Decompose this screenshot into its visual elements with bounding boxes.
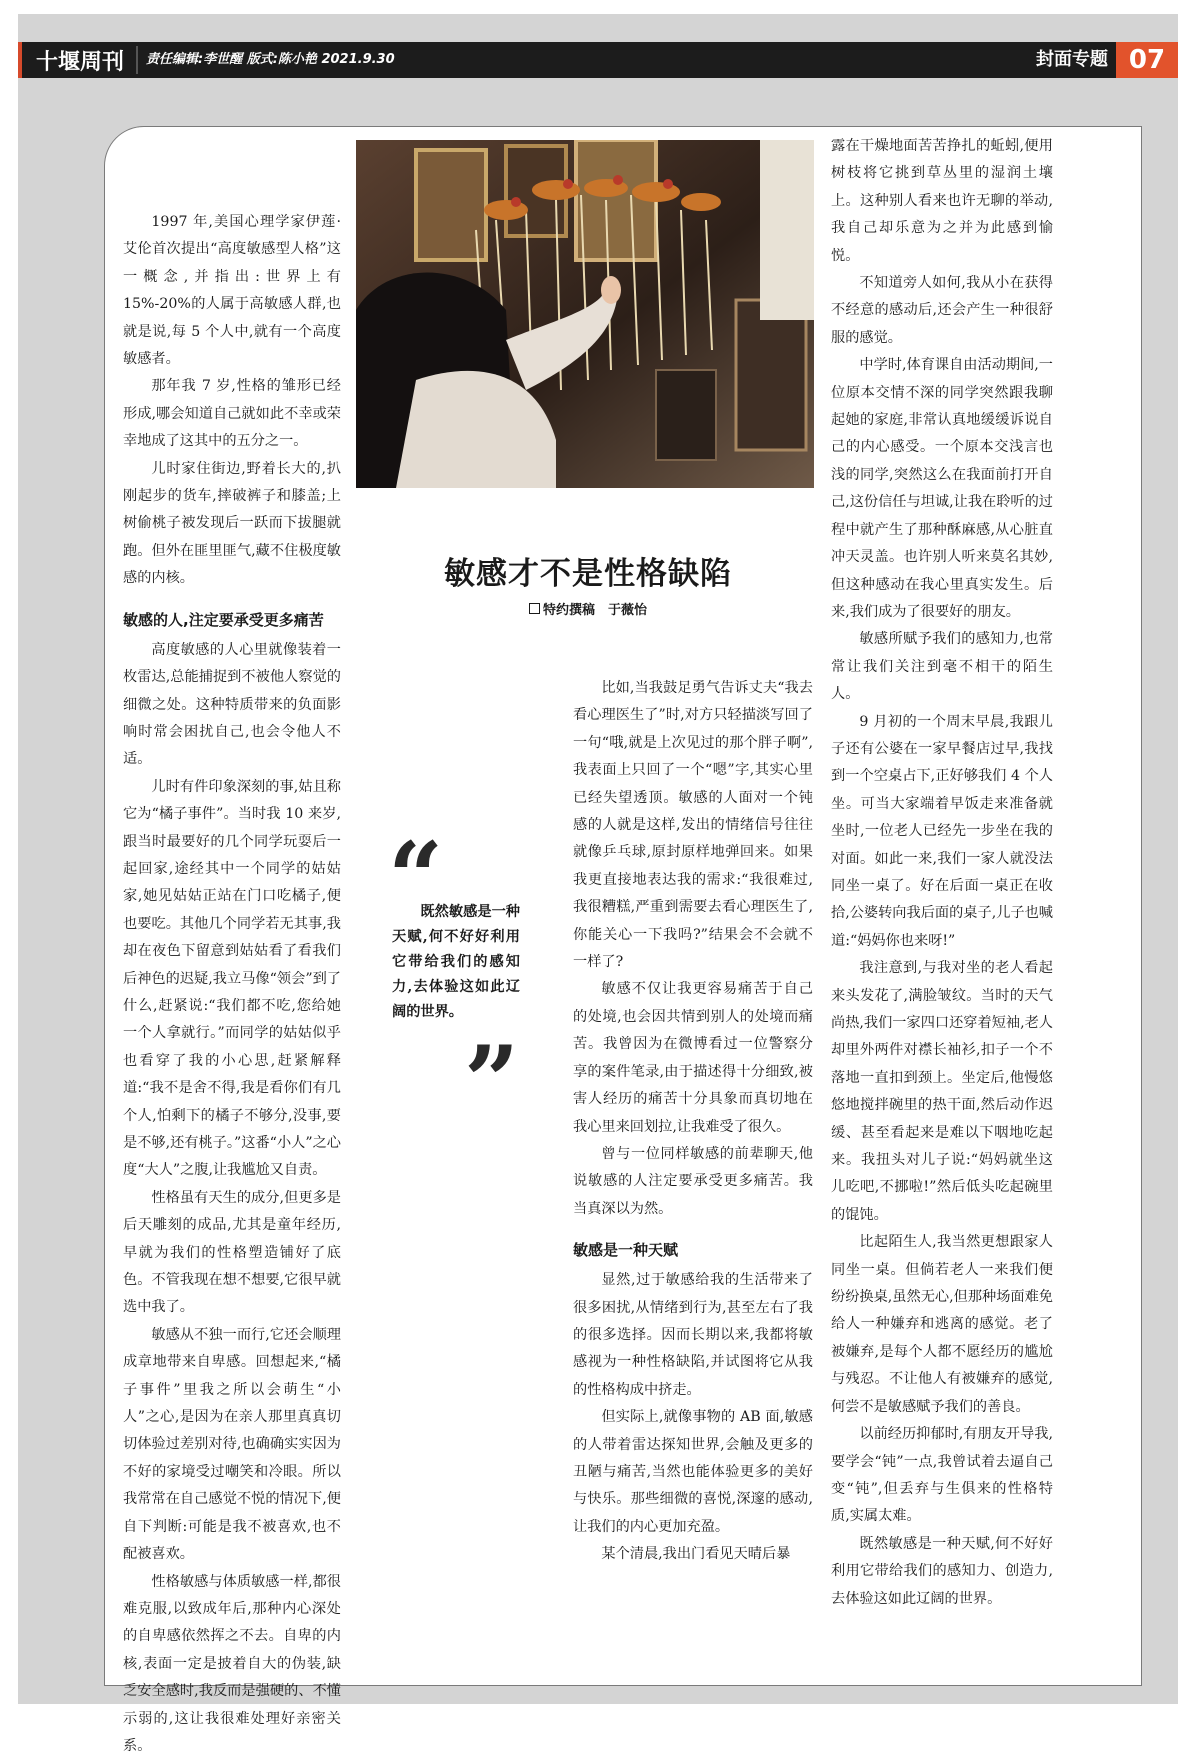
paragraph: 敏感从不独一而行,它还会顺理成章地带来自卑感。回想起来,“橘子事件”里我之所以会萌生“小人”之心,是因为在亲人那里真真切切体验过差别对待,也确确实实因为不好的家境受过嘲笑和冷眼。所以我常常在自己感觉不悦的情况下,便自下判断:可能是我不被喜欢,也不配被喜欢。 — [123, 1322, 341, 1569]
section-heading: 敏感的人,注定要承受更多痛苦 — [123, 607, 341, 633]
section-heading: 敏感是一种天赋 — [573, 1237, 813, 1263]
article-title: 敏感才不是性格缺陷 — [410, 548, 766, 593]
column-3 — [831, 133, 1053, 1613]
paragraph: 比如,当我鼓足勇气告诉丈夫“我去看心理医生了”时,对方只轻描淡写回了一句“哦,就是上次见过的那个胖子啊”,我表面上只回了一个“嗯”字,其实心里已经失望透顶。敏感的人面对一个钝感的人就是这样,发出的情绪信号往往就像乒乓球,原封原样地弹回来。如果我更直接地表达我的需求:“我很难过,我很糟糕,严重到需要去看心理医生了,你能关心一下我吗?”结果会不会就不一样了? — [573, 675, 813, 976]
paragraph: 高度敏感的人心里就像装着一枚雷达,总能捕捉到不被他人察觉的细微之处。这种特质带来的负面影响时常会困扰自己,也会令他人不适。 — [123, 637, 341, 774]
byline — [410, 599, 766, 618]
column-1 — [123, 209, 341, 1760]
close-quote-icon: ” — [464, 1034, 519, 1130]
byline-box-icon — [529, 603, 540, 614]
photo-illustration — [356, 140, 814, 488]
paragraph: 儿时有件印象深刻的事,姑且称它为“橘子事件”。当时我 10 来岁,跟当时最要好的几个同学玩耍后一起回家,途经其中一个同学的姑姑家,她见姑姑正站在门口吃橘子,便也要吃。其他几个同学若无其事,我却在夜色下留意到姑姑看了看我们后神色的迟疑,我立马像“领会”到了什么,赶紧说:“我们都不吃,您给她一个人拿就行。”而同学的姑姑似乎也看穿了我的小心思,赶紧解释道:“我不是舍不得,我是看你们有几个人,怕剩下的橘子不够分,没事,要是不够,还有桃子。”这番“小人”之心度“大人”之腹,让我尴尬又自责。 — [123, 774, 341, 1185]
shadow-puppets-photo — [356, 140, 814, 488]
paragraph: 儿时家住街边,野着长大的,扒刚起步的货车,摔破裤子和膝盖;上树偷桃子被发现后一跃而下拔腿就跑。但外在匪里匪气,藏不住极度敏感的内核。 — [123, 456, 341, 593]
open-quote-icon: “ — [388, 830, 443, 926]
paragraph: 1997 年,美国心理学家伊莲·艾伦首次提出“高度敏感型人格”这一概念,并指出:世界上有 15%-20%的人属于高敏感人群,也就是说,每 5 个人中,就有一个高度敏感者。 — [123, 209, 341, 373]
paragraph: 既然敏感是一种天赋,何不好好利用它带给我们的感知力、创造力,去体验这如此辽阔的世界。 — [831, 1531, 1053, 1613]
masthead: 十堰周刊 — [18, 42, 132, 78]
section-title: 封面专题 — [1036, 42, 1108, 78]
paragraph: 敏感不仅让我更容易痛苦于自己的处境,也会因共情到别人的处境而痛苦。我曾因为在微博看过一位警察分享的案件笔录,由于描述得十分细致,被害人经历的痛苦十分具象而真切地在我心里来回划拉,让我难受了很久。 — [573, 976, 813, 1140]
paragraph: 我注意到,与我对坐的老人看起来头发花了,满脸皱纹。当时的天气尚热,我们一家四口还穿着短袖,老人却里外两件对襟长袖衫,扣子一个不落地一直扣到颈上。坐定后,他慢悠悠地搅拌碗里的热干面,然后动作迟缓、甚至看起来是难以下咽地吃起来。我扭头对儿子说:“妈妈就坐这儿吃吧,不挪啦!”然后低头吃起碗里的馄饨。 — [831, 955, 1053, 1229]
paragraph: 某个清晨,我出门看见天晴后暴 — [573, 1541, 813, 1568]
editor-credits: 责任编辑:李世醒 版式:陈小艳 2021.9.30 — [146, 42, 395, 78]
paragraph: 显然,过于敏感给我的生活带来了很多困扰,从情绪到行为,甚至左右了我的很多选择。因而长期以来,我都将敏感视为一种性格缺陷,并试图将它从我的性格构成中挤走。 — [573, 1267, 813, 1404]
headline-block — [410, 548, 766, 618]
byline-text: 特约撰稿 于薇怡 — [543, 603, 647, 618]
paragraph: 但实际上,就像事物的 AB 面,敏感的人带着雷达探知世界,会触及更多的丑陋与痛苦,当然也能体验更多的美好与快乐。那些细微的喜悦,深邃的感动,让我们的内心更加充盈。 — [573, 1404, 813, 1541]
page-number: 07 — [1116, 42, 1178, 78]
pull-quote — [392, 900, 520, 1025]
paragraph: 性格敏感与体质敏感一样,都很难克服,以致成年后,那种内心深处的自卑感依然挥之不去。自卑的内核,表面一定是披着自大的伪装,缺乏安全感时,我反而是强硬的、不懂示弱的,这让我很难处理好亲密关系。 — [123, 1569, 341, 1760]
paragraph: 比起陌生人,我当然更想跟家人同坐一桌。但倘若老人一来我们便纷纷换桌,虽然无心,但那种场面难免给人一种嫌弃和逃离的感觉。老了被嫌弃,是每个人都不愿经历的尴尬与残忍。不让他人有被嫌弃的感觉,何尝不是敏感赋予我们的善良。 — [831, 1229, 1053, 1421]
paragraph: 曾与一位同样敏感的前辈聊天,他说敏感的人注定要承受更多痛苦。我当真深以为然。 — [573, 1141, 813, 1223]
paragraph: 9 月初的一个周末早晨,我跟儿子还有公婆在一家早餐店过早,我找到一个空桌占下,正好够我们 4 个人坐。可当大家端着早饭走来准备就坐时,一位老人已经先一步坐在我的对面。如此一来,我们一家人就没法同坐一桌了。好在后面一桌正在收拾,公婆转向我后面的桌子,儿子也喊道:“妈妈你也来呀!” — [831, 709, 1053, 956]
paragraph: 性格虽有天生的成分,但更多是后天雕刻的成品,尤其是童年经历,早就为我们的性格塑造铺好了底色。不管我现在想不想要,它很早就选中我了。 — [123, 1185, 341, 1322]
masthead-divider — [136, 46, 138, 74]
header-bar — [18, 42, 1178, 78]
paragraph: 以前经历抑郁时,有朋友开导我,要学会“钝”一点,我曾试着去逼自己变“钝”,但丢弃与生俱来的性格特质,实属太难。 — [831, 1421, 1053, 1531]
paragraph: 中学时,体育课自由活动期间,一位原本交情不深的同学突然跟我聊起她的家庭,非常认真地缓缓诉说自己的内心感受。一个原本交浅言也浅的同学,突然这么在我面前打开自己,这份信任与坦诚,让我在聆听的过程中就产生了那种酥麻感,从心脏直冲天灵盖。也许别人听来莫名其妙,但这种感动在我心里真实发生。后来,我们成为了很要好的朋友。 — [831, 352, 1053, 626]
paragraph: 那年我 7 岁,性格的雏形已经形成,哪会知道自己就如此不幸或荣幸地成了这其中的五分之一。 — [123, 373, 341, 455]
paragraph: 露在干燥地面苦苦挣扎的蚯蚓,便用树枝将它挑到草丛里的湿润土壤上。这种别人看来也许无聊的举动,我自己却乐意为之并为此感到愉悦。 — [831, 133, 1053, 270]
paragraph: 敏感所赋予我们的感知力,也常常让我们关注到毫不相干的陌生人。 — [831, 626, 1053, 708]
pull-quote-text: 既然敏感是一种天赋,何不好好利用它带给我们的感知力,去体验这如此辽阔的世界。 — [392, 900, 520, 1025]
column-2 — [573, 675, 813, 1569]
paragraph: 不知道旁人如何,我从小在获得不经意的感动后,还会产生一种很舒服的感觉。 — [831, 270, 1053, 352]
